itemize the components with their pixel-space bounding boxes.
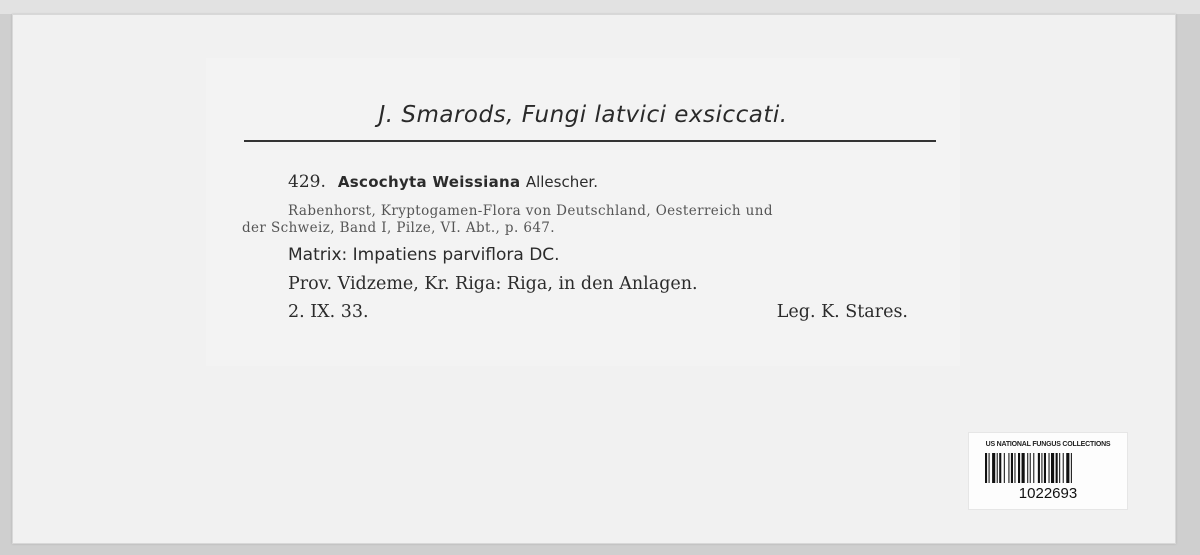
locality-line: Prov. Vidzeme, Kr. Riga: Riga, in den Anlagen. (288, 274, 698, 294)
reference-line-2: der Schweiz, Band I, Pilze, VI. Abt., p. 647. (242, 220, 555, 236)
barcode-number: 1022693 (1018, 485, 1078, 502)
specimen-label (206, 58, 960, 366)
barcode-graphic (985, 453, 1111, 483)
species-line (288, 172, 598, 192)
reference-line-1: Rabenhorst, Kryptogamen-Flora von Deutschland, Oesterreich und (288, 203, 773, 219)
collection-name: US NATIONAL FUNGUS COLLECTIONS (985, 441, 1111, 448)
barcode-label (968, 432, 1128, 510)
collector: Leg. K. Stares. (776, 302, 908, 322)
exsiccata-number: 429. (288, 172, 326, 192)
top-edge (0, 0, 1200, 14)
matrix-line: Matrix: Impatiens parviflora DC. (288, 245, 560, 265)
species-name: Ascochyta Weissiana (337, 173, 521, 191)
collection-date: 2. IX. 33. (288, 302, 369, 322)
label-title: J. Smarods, Fungi latvici exsiccati. (378, 102, 788, 128)
title-rule (244, 140, 936, 142)
species-author: Allescher. (525, 173, 598, 191)
